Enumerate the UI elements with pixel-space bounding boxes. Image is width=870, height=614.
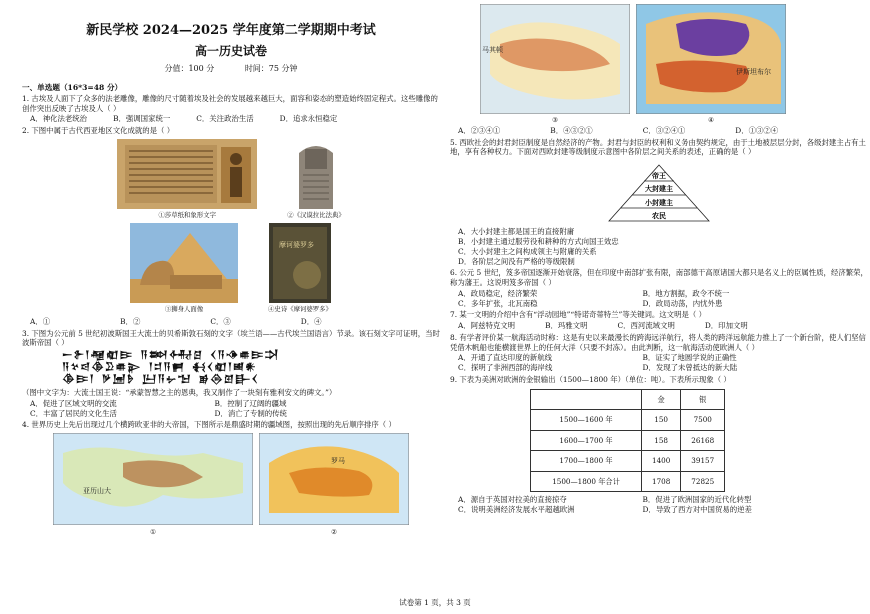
question-4-maps-left [22,433,440,536]
map-label: 马其顿 [482,46,503,54]
map-number: ② [331,527,337,536]
map-2 [259,433,409,536]
caption: ③狮身人面像 [164,305,204,314]
pyramid-level: 大封建主 [645,184,673,194]
question-2-options [30,317,440,327]
map-3 [480,4,630,125]
option[interactable]: C．关注政治生活 [196,114,254,124]
caption: ②《汉谟拉比法典》 [287,211,345,220]
table-row [531,430,725,451]
option[interactable]: A．大小封建主都是国王的直接附庸 [458,227,575,237]
table-cell: 158 [642,430,681,451]
caption: ①莎草纸和象形文字 [158,211,216,220]
table-cell: 1400 [642,451,681,472]
table-row [531,471,725,492]
map-empire-1 [53,433,253,525]
option[interactable]: B．地方割据，政令不统一 [642,288,730,298]
option[interactable]: C．西河流域文明 [617,321,675,331]
exam-title: 新民学校 2024—2025 学年度第二学期期中考试 [86,23,376,38]
question-2-images-row2 [22,223,440,314]
figure-papyrus [117,139,257,220]
question-9: 9. 下表为美洲对欧洲的金银输出（1500—1800 年）（单位：吨）。下表所示现象（ ） [450,374,731,384]
option[interactable]: D．追求永恒稳定 [279,114,338,124]
exam-meta [22,64,440,75]
cuneiform-line: 𒀀𒆳𒁀𒆠𒊒𒌑𒉌 𒁹𒄑𒀀𒂍 𒈬𒌋𒊏𒁹𒅖𒀭 [62,362,257,374]
table-header-row [531,389,725,410]
feudal-pyramid-diagram [579,163,739,223]
question-1-options [30,114,440,124]
cuneiform-line: 𒆠𒄿𒁹 𒃻𒅁𒊩 𒌨𒀀𒉡𒈠 𒂊𒁲𒇻𒃲𒌋 [62,374,259,386]
option[interactable]: A．神化法老统治 [30,114,88,124]
table-cell: 1600—1700 年 [531,430,642,451]
option[interactable]: A．开通了直达印度的新航线 [458,353,553,363]
table-cell: 1700—1800 年 [531,451,642,472]
question-5-options [458,227,868,266]
option[interactable]: C．丰富了居民的文化生活 [30,408,117,418]
option[interactable]: A．源自于英国对拉美的直接掠夺 [458,495,567,505]
option[interactable]: A．阿兹特克文明 [458,321,516,331]
option[interactable]: D．④ [300,316,322,326]
inscription-note: （图中文字为：大流士国王说：“承蒙智慧之主的恩典，我又制作了一块刻有雅利安文的碑文。”） [22,388,337,398]
map-empire-4 [636,4,786,114]
option[interactable]: B．④③②① [550,125,593,135]
option[interactable]: B．玛雅文明 [545,321,588,331]
table-cell: 7500 [681,410,725,431]
pyramid-level: 小封建主 [645,198,673,208]
pyramid-level: 帝王 [652,171,666,181]
table-row [531,451,725,472]
left-column [22,0,440,536]
question-9-options [458,495,868,515]
svg-text:摩诃婆罗多: 摩诃婆罗多 [279,240,314,249]
option[interactable]: C．③②④① [642,125,686,135]
figure-mahabharata [268,223,332,314]
gold-silver-table [530,389,725,493]
option[interactable]: A．促进了区域文明的交流 [30,398,117,408]
option[interactable]: D．发现了未曾抵达的新大陆 [642,363,738,373]
score-info: 分值：100 分 [164,64,215,74]
page-footer: 试卷第 1 页，共 3 页 [399,598,471,607]
map-label: 罗马 [331,457,345,466]
map-label: 伊斯坦布尔 [736,68,771,76]
question-2: 2. 下图中属于古代西亚地区文化成就的是（ ） [22,126,175,136]
hammurabi-stele-image [291,139,341,209]
option[interactable]: B．小封建主通过服劳役和耕种的方式向国王效忠 [458,236,619,246]
option[interactable]: B．促进了欧洲国家的近代化转型 [642,495,752,505]
question-8-options [458,353,868,373]
table-row [531,410,725,431]
option[interactable]: B．证实了地圆学说的正确性 [642,353,737,363]
option[interactable]: D．政局动荡，内忧外患 [642,298,723,308]
table-cell: 1500—1600 年 [531,410,642,431]
option[interactable]: D．各阶层之间没有严格的等级限制 [458,256,575,266]
figure-hammurabi [287,139,345,220]
option[interactable]: B．② [120,316,141,326]
question-3: 3. 下图为公元前 5 世纪初波斯国王大流士的贝希斯敦石刻的文字（埃兰语——古代埃兰国语言）节录。该石刻文字可证明，当时波斯帝国（ ） [22,328,440,348]
map-empire-2 [259,433,409,525]
question-2-images-row1 [22,139,440,220]
cuneiform-line: 𒀸𒉿𒁹𒆷𒊏𒄿 𒀀𒇷𒅈𒆪 𒌋𒀀𒈾𒌑𒄿𒋫 [62,350,280,362]
table-header [531,389,642,410]
right-column [450,0,868,517]
question-4-maps-right [480,4,868,125]
option[interactable]: D．消亡了专制的传统 [214,408,287,418]
map-number: ④ [708,116,714,125]
question-8: 8. 有学者评价某一航海活动时称：这是有史以来最漫长的跨海远洋航行，将人类的跨洋远航能力推上了一个新台阶，使人们坚信凭借木帆船也能横渡世界上的任何大洋（只要不封冻）。由此判断，这一航海活动使欧洲人（ ） [450,332,866,352]
question-3-options [30,399,440,419]
map-number: ③ [552,116,558,125]
table-cell: 1708 [642,471,681,492]
table-cell: 26168 [681,430,725,451]
map-4 [636,4,786,125]
cuneiform-inscription [62,350,440,386]
question-7-options [458,321,868,331]
option[interactable]: C．多年扩张，北瓦南稳 [458,298,538,308]
table-cell: 39157 [681,451,725,472]
option[interactable]: C．大小封建主之间构成领主与附庸的关系 [458,246,597,256]
sphinx-image [130,223,238,303]
mahabharata-book-image [269,223,331,303]
table-cell: 72825 [681,471,725,492]
section-heading: 一、单选题（16*3=48 分） [22,82,123,92]
table-header: 银 [681,389,725,410]
table-cell: 150 [642,410,681,431]
question-6: 6. 公元 5 世纪，笈多帝国逐渐开始衰落，但在印度中南部扩张有限，南部德干高原诸国大都只是名义上的臣属性质，经济繁荣，称为藩王。这说明笈多帝国（ ） [450,268,868,288]
table-cell: 1500—1800 年合计 [531,471,642,492]
option[interactable]: C．探明了非洲西部的海岸线 [458,363,553,373]
question-4-options [458,126,868,136]
option[interactable]: B．强调国家统一 [113,114,171,124]
option[interactable]: A．政局稳定，经济繁荣 [458,288,538,298]
map-empire-3 [480,4,630,114]
papyrus-hieroglyph-image [117,139,257,209]
option[interactable]: D．印加文明 [704,321,748,331]
table-header: 金 [642,389,681,410]
pyramid-level: 农民 [652,211,666,221]
option[interactable]: A．① [30,316,51,326]
option[interactable]: D．①③②④ [735,125,779,135]
map-number: ① [150,527,156,536]
time-info: 时间：75 分钟 [244,64,298,74]
question-7: 7. 某一文明的介绍中含有“浮动园地”“特诺奇蒂特兰”等关键词。这文明是（ ） [450,310,706,320]
option[interactable]: D．导致了西方对中国贸易的逆差 [642,504,752,514]
caption: ④史诗《摩诃婆罗多》 [268,305,332,314]
question-1: 1. 古埃及人面下了众多的法老雕像，雕像的尺寸随着埃及社会的发展越来越巨大，面容和姿态的塑造始终固定程式。这些雕像的创作突出反映了古埃及人（ ） [22,93,438,113]
map-label: 亚历山大 [83,487,111,496]
question-5: 5. 西欧社会的封君封臣制度是自然经济的产物。封君与封臣的权利和义务由契约规定，由于土地被层层分封，各级封建主占有土地，享有各种权力。下面对西欧封建等级制度示意图中各阶层之间关系的表述，正确的是（ ） [450,137,866,157]
option[interactable]: C．说明美洲经济发展水平超越欧洲 [458,504,575,514]
figure-sphinx [130,223,238,314]
option[interactable]: B．控制了辽阔的疆域 [214,398,287,408]
option[interactable]: A．②③④① [458,125,501,135]
question-4: 4. 世界历史上先后出现过几个横跨欧亚非的大帝国，下图所示是鼎盛时期的疆域图，按照出现的先后顺序排序（ ） [22,420,396,430]
map-1 [53,433,253,536]
exam-subtitle: 高一历史试卷 [194,43,267,58]
question-6-options [458,289,868,309]
option[interactable]: C．③ [210,316,231,326]
